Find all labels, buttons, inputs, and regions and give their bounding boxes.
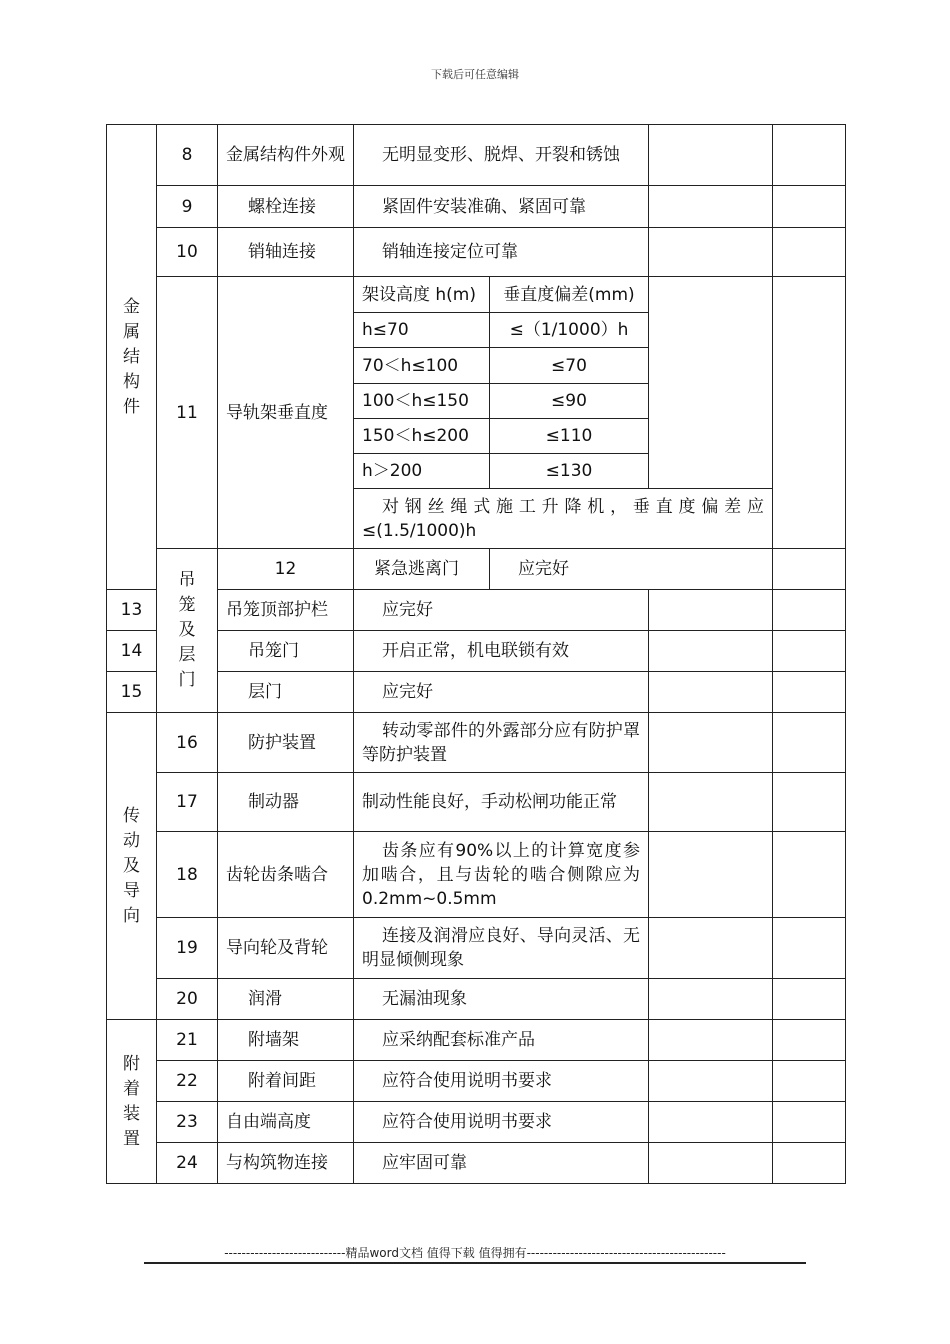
table-row <box>107 832 846 918</box>
check-item: 层门 <box>218 672 354 713</box>
table-row <box>107 125 846 186</box>
requirement: 应完好 <box>354 590 649 631</box>
category-metal-structure: 金属结构件 <box>107 125 157 590</box>
remark-cell[interactable] <box>773 918 846 979</box>
requirement: 应完好 <box>354 672 649 713</box>
result-cell[interactable] <box>649 832 773 918</box>
row-number: 22 <box>157 1061 218 1102</box>
remark-cell[interactable] <box>773 1102 846 1143</box>
result-cell[interactable] <box>649 1020 773 1061</box>
vertical-height: 70＜h≤100 <box>354 348 490 384</box>
vertical-deviation: ≤90 <box>490 384 649 419</box>
page-footer: ----------------------------精品word文档 值得下载 值得拥有---------------------------------------------- <box>224 1246 726 1260</box>
result-cell[interactable] <box>649 672 773 713</box>
result-cell[interactable] <box>649 228 773 277</box>
check-item: 螺栓连接 <box>218 186 354 228</box>
vertical-deviation: ≤（1/1000）h <box>490 313 649 348</box>
vertical-height: 150＜h≤200 <box>354 419 490 454</box>
result-cell[interactable] <box>649 590 773 631</box>
remark-cell[interactable] <box>773 773 846 832</box>
table-row <box>107 773 846 832</box>
table-row <box>107 549 846 590</box>
check-item: 制动器 <box>218 773 354 832</box>
result-cell[interactable] <box>649 1143 773 1184</box>
remark-cell[interactable] <box>773 832 846 918</box>
remark-cell[interactable] <box>773 228 846 277</box>
row-number: 15 <box>107 672 157 713</box>
remark-cell[interactable] <box>773 672 846 713</box>
requirement: 无漏油现象 <box>354 979 649 1020</box>
remark-cell[interactable] <box>773 125 846 186</box>
result-cell[interactable] <box>773 549 846 590</box>
row-number: 14 <box>107 631 157 672</box>
category-transmission-guide: 传动及导向 <box>107 713 157 1020</box>
vertical-head-deviation: 垂直度偏差(mm) <box>490 277 649 313</box>
check-item: 金属结构件外观 <box>218 125 354 186</box>
check-item: 润滑 <box>218 979 354 1020</box>
category-cage-doors: 吊笼及层门 <box>157 549 218 713</box>
result-cell[interactable] <box>649 631 773 672</box>
page-header: 下载后可任意编辑 <box>431 68 519 81</box>
remark-cell[interactable] <box>773 590 846 631</box>
row-number: 18 <box>157 832 218 918</box>
table-row <box>107 1102 846 1143</box>
result-cell[interactable] <box>649 186 773 228</box>
result-cell[interactable] <box>649 713 773 773</box>
inspection-table <box>106 124 846 1184</box>
row-number: 19 <box>157 918 218 979</box>
table-row <box>107 631 846 672</box>
check-item: 附墙架 <box>218 1020 354 1061</box>
table-row <box>107 713 846 773</box>
row-number: 11 <box>157 277 218 549</box>
result-cell[interactable] <box>649 277 773 489</box>
table-row <box>107 1143 846 1184</box>
requirement: 应符合使用说明书要求 <box>354 1061 649 1102</box>
check-item: 齿轮齿条啮合 <box>218 832 354 918</box>
remark-cell[interactable] <box>773 277 846 549</box>
vertical-deviation: ≤110 <box>490 419 649 454</box>
row-number: 24 <box>157 1143 218 1184</box>
check-item: 防护装置 <box>218 713 354 773</box>
table-row <box>107 228 846 277</box>
row-number: 23 <box>157 1102 218 1143</box>
result-cell[interactable] <box>649 125 773 186</box>
requirement: 紧固件安装准确、紧固可靠 <box>354 186 649 228</box>
row-number: 10 <box>157 228 218 277</box>
remark-cell[interactable] <box>773 631 846 672</box>
vertical-height: 100＜h≤150 <box>354 384 490 419</box>
check-item: 导轨架垂直度 <box>218 277 354 549</box>
check-item: 导向轮及背轮 <box>218 918 354 979</box>
vertical-height: h≤70 <box>354 313 490 348</box>
row-number: 9 <box>157 186 218 228</box>
requirement: 应符合使用说明书要求 <box>354 1102 649 1143</box>
row-number: 21 <box>157 1020 218 1061</box>
table-row <box>107 1020 846 1061</box>
row-number: 16 <box>157 713 218 773</box>
table-row <box>107 672 846 713</box>
check-item: 附着间距 <box>218 1061 354 1102</box>
table-row <box>107 186 846 228</box>
table-row <box>107 277 846 313</box>
check-item: 吊笼门 <box>218 631 354 672</box>
category-attachment: 附着装置 <box>107 1020 157 1184</box>
remark-cell[interactable] <box>773 1020 846 1061</box>
remark-cell[interactable] <box>773 186 846 228</box>
table-row <box>107 590 846 631</box>
table-row <box>107 918 846 979</box>
requirement: 转动零部件的外露部分应有防护罩等防护装置 <box>354 713 649 773</box>
table-row <box>107 979 846 1020</box>
vertical-height: h＞200 <box>354 454 490 489</box>
check-item: 自由端高度 <box>218 1102 354 1143</box>
row-number: 20 <box>157 979 218 1020</box>
result-cell[interactable] <box>649 1061 773 1102</box>
requirement: 应完好 <box>490 549 773 590</box>
check-item: 吊笼顶部护栏 <box>218 590 354 631</box>
check-item: 销轴连接 <box>218 228 354 277</box>
check-item: 与构筑物连接 <box>218 1143 354 1184</box>
remark-cell[interactable] <box>773 1061 846 1102</box>
row-number: 8 <box>157 125 218 186</box>
remark-cell[interactable] <box>773 979 846 1020</box>
requirement: 销轴连接定位可靠 <box>354 228 649 277</box>
vertical-head-height: 架设高度 h(m) <box>354 277 490 313</box>
result-cell[interactable] <box>649 918 773 979</box>
requirement: 无明显变形、脱焊、开裂和锈蚀 <box>354 125 649 186</box>
requirement: 应牢固可靠 <box>354 1143 649 1184</box>
check-item: 紧急逃离门 <box>354 549 490 590</box>
requirement: 齿条应有90%以上的计算宽度参加啮合，且与齿轮的啮合侧隙应为0.2mm~0.5mm <box>354 832 649 918</box>
row-number: 17 <box>157 773 218 832</box>
vertical-deviation: ≤130 <box>490 454 649 489</box>
result-cell[interactable] <box>649 979 773 1020</box>
remark-cell[interactable] <box>773 713 846 773</box>
row-number: 13 <box>107 590 157 631</box>
table-row <box>107 1061 846 1102</box>
requirement: 开启正常，机电联锁有效 <box>354 631 649 672</box>
result-cell[interactable] <box>649 773 773 832</box>
requirement: 对钢丝绳式施工升降机，垂直度偏差应≤(1.5/1000)h <box>354 489 773 549</box>
requirement: 制动性能良好，手动松闸功能正常 <box>354 773 649 832</box>
requirement: 应采纳配套标准产品 <box>354 1020 649 1061</box>
requirement: 连接及润滑应良好、导向灵活、无明显倾侧现象 <box>354 918 649 979</box>
result-cell[interactable] <box>649 1102 773 1143</box>
remark-cell[interactable] <box>773 1143 846 1184</box>
row-number: 12 <box>218 549 354 590</box>
vertical-deviation: ≤70 <box>490 348 649 384</box>
footer-rule <box>144 1262 806 1264</box>
